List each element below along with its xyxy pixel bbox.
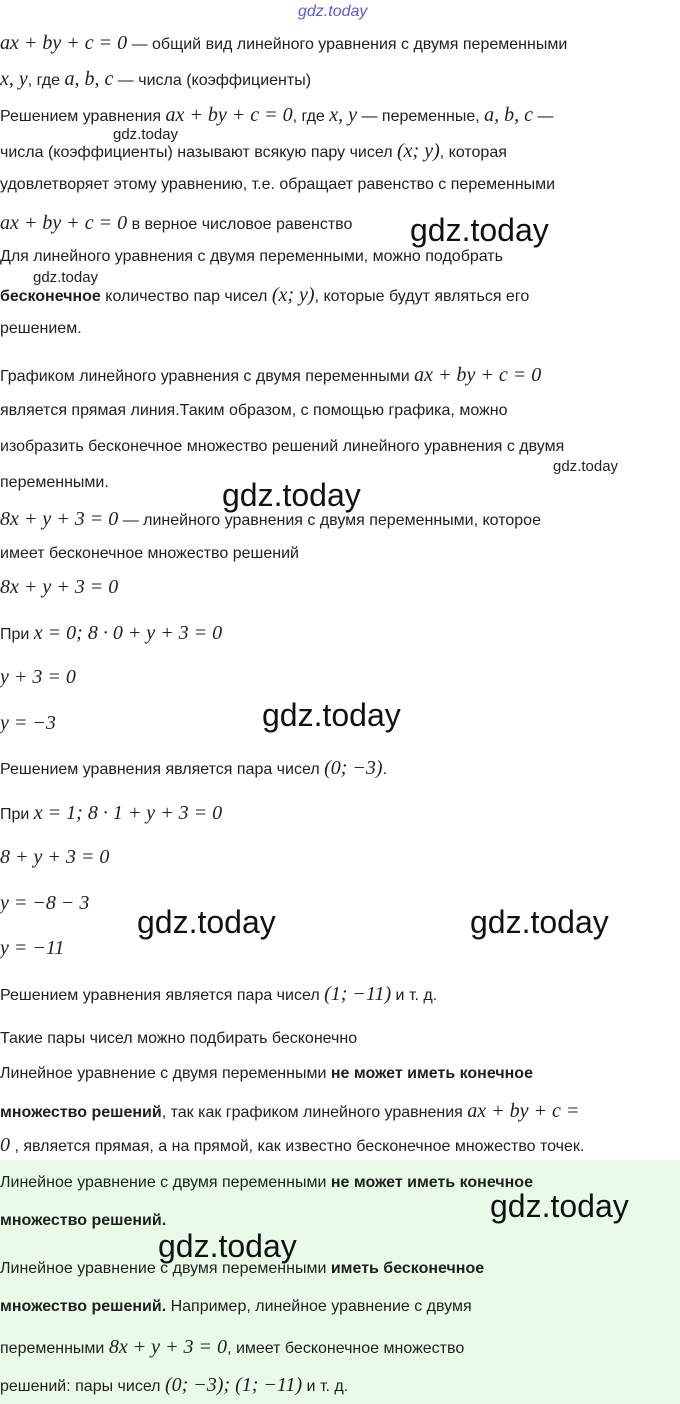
case-x0-step: y + 3 = 0 (0, 666, 76, 688)
watermark: gdz.today (490, 1188, 629, 1224)
variables-line: x, y, где a, b, c — числа (коэффициенты) (0, 68, 312, 90)
summary-line: множество решений. Например, линейное уравнение с двумя (0, 1298, 472, 1315)
watermark: gdz.today (137, 904, 276, 940)
graph-line: Графиком линейного уравнения с двумя переменными ax + by + c = 0 (0, 364, 542, 386)
summary-line: решений: пары чисел (0; −3); (1; −11) и т. д. (0, 1374, 349, 1396)
graph-line: переменными. (0, 474, 109, 491)
case-x1-step: y = −11 (0, 937, 65, 959)
case-x1-result: Решением уравнения является пара чисел (1; −11) и т. д. (0, 983, 438, 1005)
conclusion-line: множество решений, так как графиком линейного уравнения ax + by + c = (0, 1100, 580, 1122)
watermark-top: gdz.today (298, 3, 368, 20)
solution-definition-line: ax + by + c = 0 в верное числовое равенство (0, 212, 353, 234)
example-equation: 8x + y + 3 = 0 (0, 576, 119, 598)
summary-line: Линейное уравнение с двумя переменными иметь бесконечное (0, 1260, 485, 1277)
infinite-note: Такие пары чисел можно подбирать бесконечно (0, 1030, 358, 1047)
summary-line: множество решений. (0, 1212, 167, 1229)
infinite-pairs-line: бесконечное количество пар чисел (x; y), которые будут являться его (0, 284, 530, 306)
watermark: gdz.today (410, 212, 549, 248)
watermark: gdz.today (158, 1228, 297, 1264)
case-x1-line: При x = 1; 8 · 1 + y + 3 = 0 (0, 802, 223, 824)
summary-line: переменными 8x + y + 3 = 0, имеет бесконечное множество (0, 1336, 465, 1358)
case-x1-step: 8 + y + 3 = 0 (0, 846, 110, 868)
summary-line: Линейное уравнение с двумя переменными не может иметь конечное (0, 1174, 533, 1191)
case-x0-result: Решением уравнения является пара чисел (0; −3). (0, 757, 388, 779)
watermark: gdz.today (222, 477, 361, 513)
conclusion-line: Линейное уравнение с двумя переменными не может иметь конечное (0, 1065, 533, 1082)
watermark: gdz.today (262, 697, 401, 733)
watermark: gdz.today (33, 269, 99, 286)
graph-line: является прямая линия.Таким образом, с помощью графика, можно (0, 402, 508, 419)
infinite-pairs-line: Для линейного уравнения с двумя переменными, можно подобрать (0, 248, 503, 265)
solution-definition-line: числа (коэффициенты) называют всякую пару чисел (x; y), которая (0, 140, 507, 162)
solution-definition-line: удовлетворяет этому уравнению, т.е. обращает равенство с переменными (0, 176, 556, 193)
case-x0-step: y = −3 (0, 712, 56, 734)
general-form-line: ax + by + c = 0 — общий вид линейного уравнения с двумя переменными (0, 32, 568, 54)
watermark: gdz.today (553, 458, 619, 475)
example-description: имеет бесконечное множество решений (0, 545, 299, 562)
example-equation-line: 8x + y + 3 = 0 — линейного уравнения с двумя переменными, которое (0, 508, 541, 530)
graph-line: изобразить бесконечное множество решений линейного уравнения с двумя (0, 438, 565, 455)
case-x1-step: y = −8 − 3 (0, 892, 90, 914)
solution-definition-line: Решением уравнения ax + by + c = 0, где x, y — переменные, a, b, c — (0, 104, 554, 126)
watermark: gdz.today (113, 126, 179, 143)
case-x0-line: При x = 0; 8 · 0 + y + 3 = 0 (0, 622, 223, 644)
watermark: gdz.today (470, 904, 609, 940)
infinite-pairs-line: решением. (0, 320, 82, 337)
conclusion-line: 0 , является прямая, а на прямой, как известно бесконечное множество точек. (0, 1134, 585, 1156)
